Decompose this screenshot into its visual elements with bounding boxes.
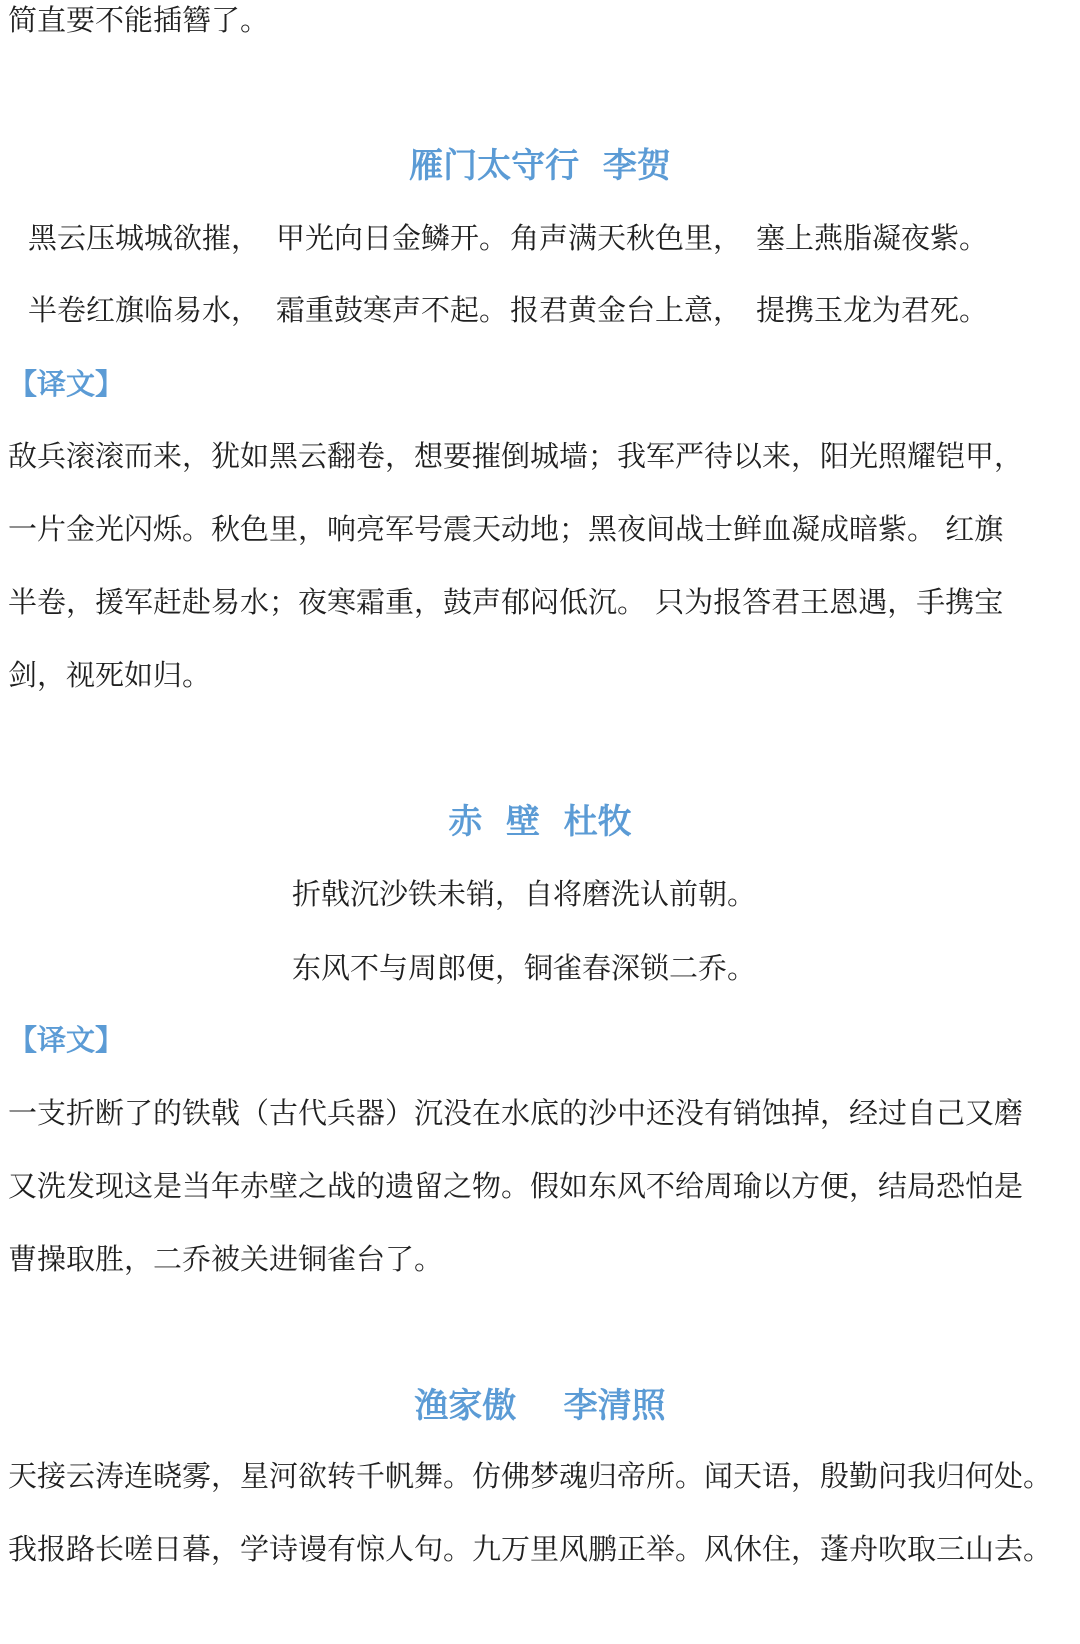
poem3-verse-line: 天接云涛连晓雾，星河欲转千帆舞。仿佛梦魂归帝所。闻天语，殷勤问我归何处。 bbox=[8, 1459, 1053, 1493]
poem1-verse-line: 塞上燕脂凝夜紫。 bbox=[756, 221, 989, 255]
poem1-translation-line: 敌兵滚滚而来，犹如黑云翻卷，想要摧倒城墙；我军严待以来，阳光照耀铠甲， bbox=[8, 439, 1024, 473]
poem1-translation-line: 半卷，援军赶赴易水；夜寒霜重，鼓声郁闷低沉。 只为报答君王恩遇，手携宝 bbox=[8, 585, 1004, 619]
poem1-verse-line: 半卷红旗临易水， bbox=[28, 293, 261, 327]
poem2-translation-line: 曹操取胜，二乔被关进铜雀台了。 bbox=[8, 1242, 444, 1276]
poem2-title: 赤 壁 杜牧 bbox=[448, 802, 632, 842]
poem1-verse-line: 霜重鼓寒声不起。 bbox=[276, 293, 509, 327]
poem1-verse-line: 甲光向日金鳞开。 bbox=[276, 221, 509, 255]
poem1-translation-tag: 【译文】 bbox=[8, 367, 125, 401]
poem2-translation-line: 又洗发现这是当年赤壁之战的遗留之物。假如东风不给周瑜以方便，结局恐怕是 bbox=[8, 1169, 1024, 1203]
intro-text: 简直要不能插簪了。 bbox=[8, 3, 270, 37]
poem3-title: 渔家傲 李清照 bbox=[414, 1386, 666, 1426]
poem1-verse-line: 提携玉龙为君死。 bbox=[756, 293, 989, 327]
poem1-verse-line: 角声满天秋色里， bbox=[510, 221, 743, 255]
poem2-verse-line: 折戟沉沙铁未销，自将磨洗认前朝。 bbox=[292, 877, 757, 911]
poem1-verse-line: 报君黄金台上意， bbox=[510, 293, 743, 327]
poem1-translation-line: 一片金光闪烁。秋色里，响亮军号震天动地；黑夜间战士鲜血凝成暗紫。 红旗 bbox=[8, 512, 1004, 546]
poem3-verse-line: 我报路长嗟日暮，学诗谩有惊人句。九万里风鹏正举。风休住，蓬舟吹取三山去。 bbox=[8, 1532, 1053, 1566]
poem1-title: 雁门太守行 李贺 bbox=[409, 146, 671, 186]
poem1-translation-line: 剑，视死如归。 bbox=[8, 658, 212, 692]
poem1-verse-line: 黑云压城城欲摧， bbox=[28, 221, 261, 255]
poem2-verse-line: 东风不与周郎便，铜雀春深锁二乔。 bbox=[292, 951, 757, 985]
poem2-translation-line: 一支折断了的铁戟（古代兵器）沉没在水底的沙中还没有销蚀掉，经过自己又磨 bbox=[8, 1096, 1024, 1130]
poem2-translation-tag: 【译文】 bbox=[8, 1023, 125, 1057]
